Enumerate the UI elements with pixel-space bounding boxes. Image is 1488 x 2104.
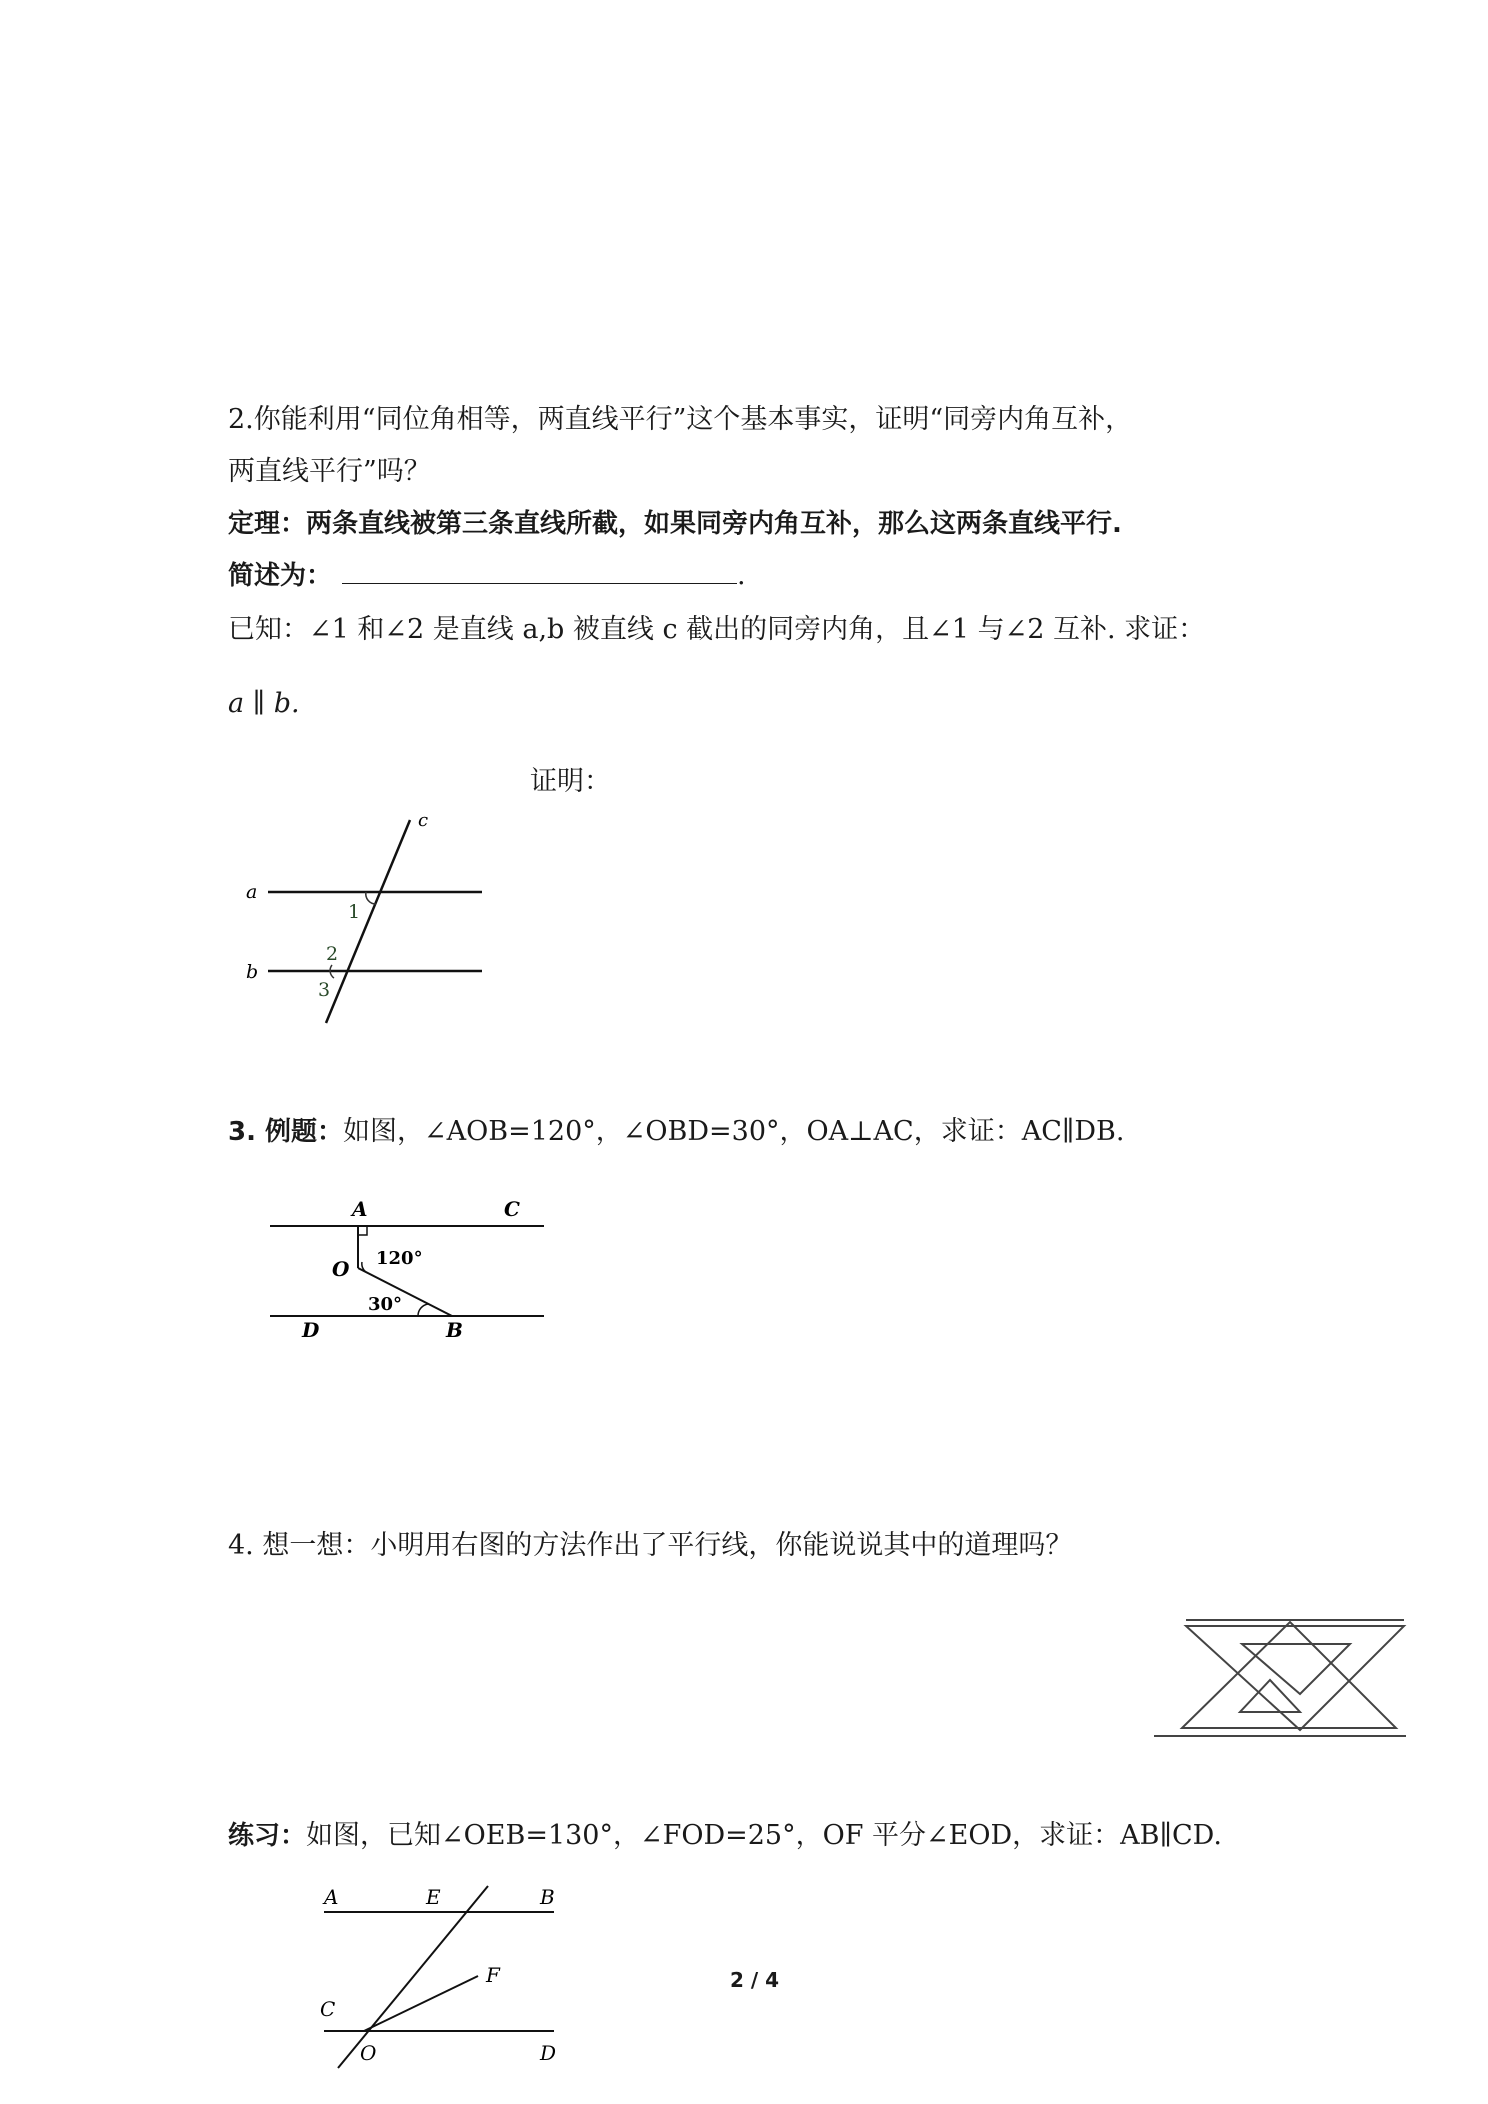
label-O: O <box>360 2041 377 2065</box>
parallel-lines-figure <box>240 808 500 1028</box>
label-F: F <box>486 1963 500 1987</box>
label-D: D <box>540 2041 557 2065</box>
label-C: C <box>320 1997 336 2021</box>
example-figure <box>268 1192 558 1342</box>
label-O: O <box>332 1257 350 1281</box>
label-B: B <box>540 1885 555 1909</box>
given-text: 已知：∠1 和∠2 是直线 a,b 被直线 c 截出的同旁内角，且∠1 与∠2 互补. 求证： <box>228 614 1206 645</box>
q4-text: 4. 想一想：小明用右图的方法作出了平行线，你能说说其中的道理吗？ <box>228 1530 1073 1561</box>
line-c <box>326 820 410 1023</box>
brief-label: 简述为： <box>228 561 333 591</box>
label-A: A <box>324 1885 339 1909</box>
label-C: C <box>504 1197 520 1221</box>
q2-line2: 两直线平行”吗？ <box>228 456 431 487</box>
label-b: b <box>246 961 259 983</box>
conclusion-text: a ∥ b. <box>228 688 300 719</box>
practice-text: 如图，已知∠OEB=130°，∠FOD=25°，OF 平分∠EOD，求证：AB∥CD. <box>306 1820 1222 1851</box>
theorem-text: 定理：两条直线被第三条直线所截，如果同旁内角互补，那么这两条直线平行. <box>228 509 1122 539</box>
label-1: 1 <box>348 901 361 923</box>
proof-label: 证明： <box>530 766 611 797</box>
q3-prefix: 3. 例题： <box>228 1117 344 1147</box>
practice-figure <box>310 1878 580 2078</box>
answer-blank[interactable] <box>342 557 737 584</box>
brief-end: . <box>737 560 746 591</box>
label-a: a <box>246 881 258 903</box>
ray-of <box>364 1976 478 2031</box>
label-E: E <box>426 1885 441 1909</box>
practice-text-line <box>228 1816 1222 1856</box>
brief-line <box>228 556 746 596</box>
label-B: B <box>446 1318 463 1342</box>
label-120: 120° <box>376 1248 423 1269</box>
label-3: 3 <box>318 979 331 1001</box>
label-D: D <box>302 1318 320 1342</box>
q2-line1: 2.你能利用“同位角相等，两直线平行”这个基本事实，证明“同旁内角互补， <box>228 404 1133 435</box>
page-number: 2 / 4 <box>730 1968 780 1992</box>
right-angle-mark <box>358 1226 367 1235</box>
angle-obd-arc <box>418 1304 428 1316</box>
set-square-figure <box>1152 1600 1424 1748</box>
label-30: 30° <box>368 1294 403 1315</box>
practice-prefix: 练习： <box>228 1821 307 1851</box>
label-2: 2 <box>326 943 339 965</box>
q3-text-line <box>228 1112 1124 1152</box>
angle1-arc <box>366 892 376 904</box>
label-A: A <box>352 1197 368 1221</box>
label-c: c <box>418 810 429 831</box>
q3-text: 如图，∠AOB=120°，∠OBD=30°，OA⊥AC，求证：AC∥DB. <box>343 1116 1125 1147</box>
